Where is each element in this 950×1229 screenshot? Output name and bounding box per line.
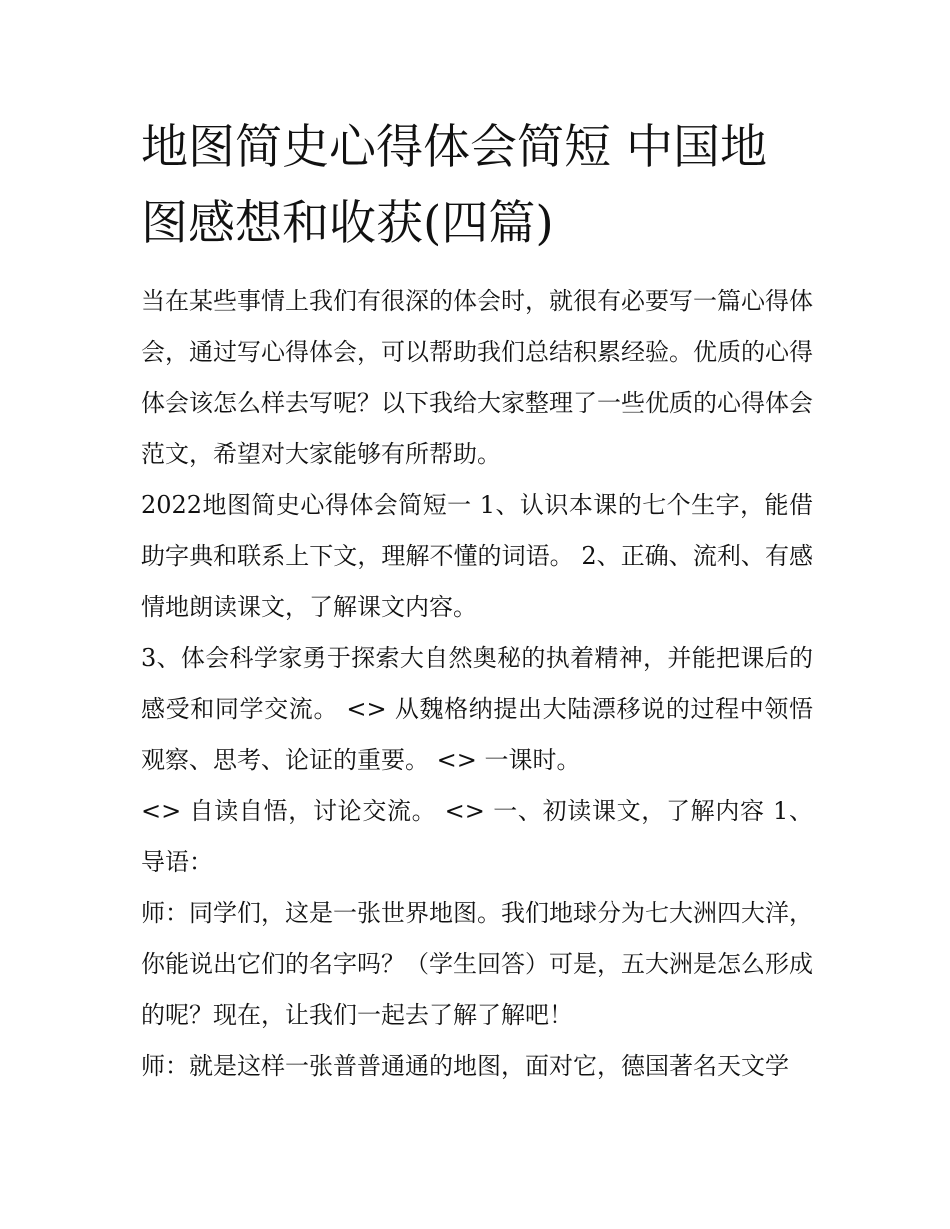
document-title: 地图简史心得体会简短 中国地图感想和收获(四篇) (141, 120, 767, 251)
paragraph-goal-3: 3、体会科学家勇于探索大自然奥秘的执着精神，并能把课后的感受和同学交流。 <> 从魏格纳提出大陆漂移说的过程中领悟观察、思考、论证的重要。 <> 一课时。 (141, 644, 813, 774)
paragraph-teacher-1: 师：同学们，这是一张世界地图。我们地球分为七大洲四大洋，你能说出它们的名字吗？（学生回答）可是，五大洲是怎么形成的呢？现在，让我们一起去了解了解吧！ (141, 899, 813, 1029)
paragraph-teacher-2: 师：就是这样一张普普通通的地图，面对它，德国著名天文学 (141, 1052, 789, 1080)
document-body (141, 276, 813, 1092)
document-page (141, 110, 813, 1092)
paragraph-method: <> 自读自悟，讨论交流。 <> 一、初读课文，了解内容 1、导语： (141, 797, 813, 876)
paragraph-goals-1-2: 2022地图简史心得体会简短一 1、认识本课的七个生字，能借助字典和联系上下文，理解不懂的词语。 2、正确、流利、有感情地朗读课文，了解课文内容。 (141, 491, 813, 621)
paragraph-intro: 当在某些事情上我们有很深的体会时，就很有必要写一篇心得体会，通过写心得体会，可以帮助我们总结积累经验。优质的心得体会该怎么样去写呢？以下我给大家整理了一些优质的心得体会范文，希望对大家能够有所帮助。 (141, 287, 813, 468)
